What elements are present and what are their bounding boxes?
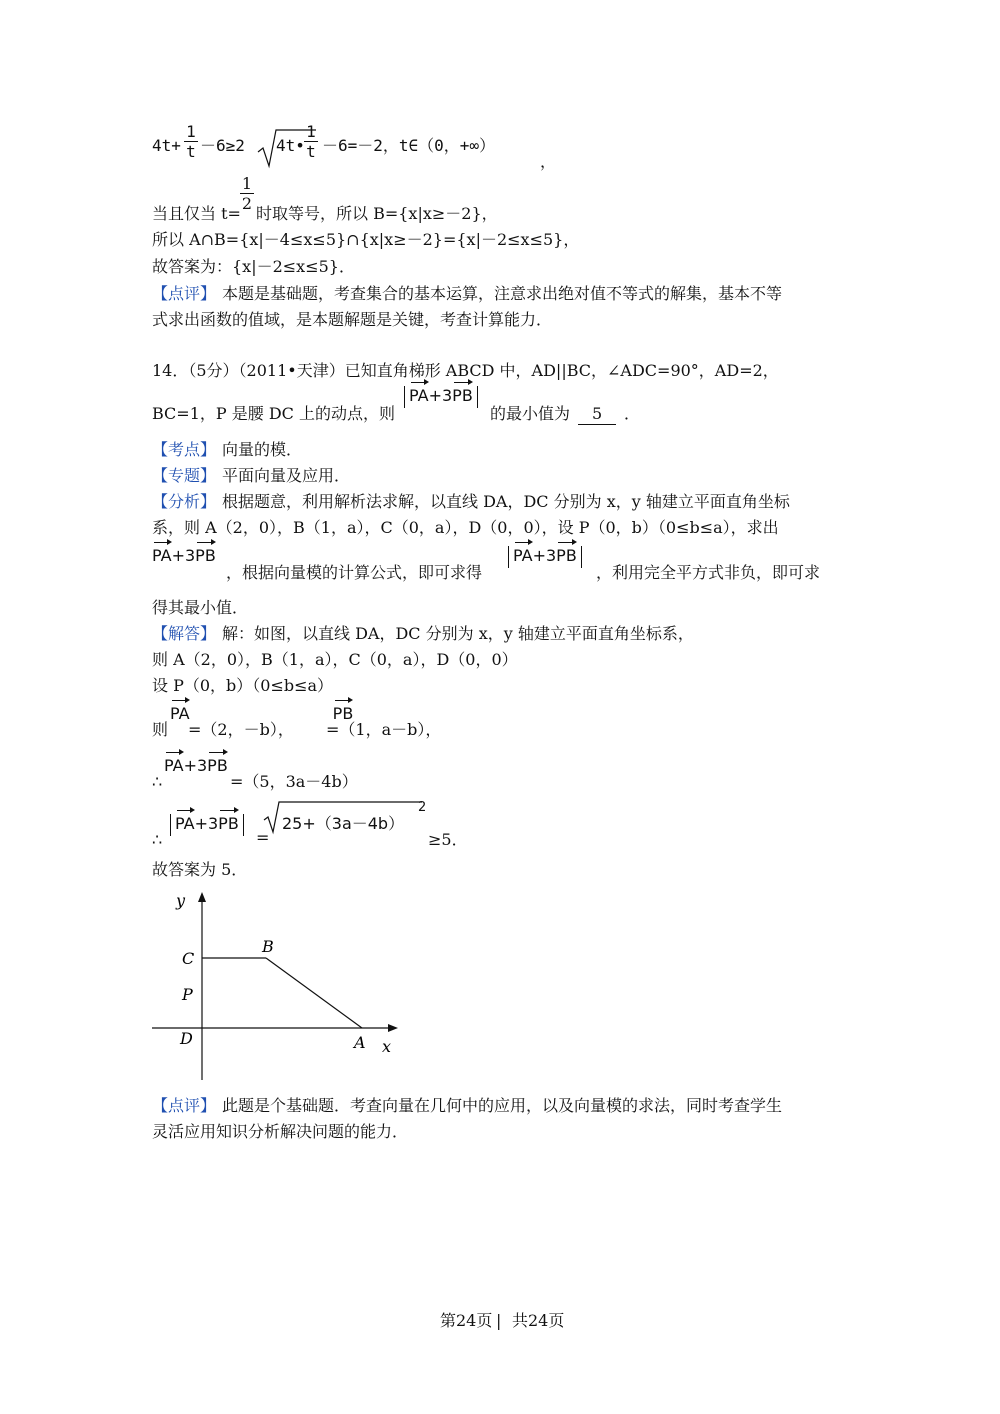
- vector-pb-label: PB: [332, 704, 354, 723]
- vector-pa: PA: [409, 386, 429, 405]
- abs-vector-expression-2: [508, 546, 582, 568]
- y-axis-arrow: [198, 892, 206, 902]
- jieda-ze: 则: [152, 720, 169, 739]
- line-answer-13: 故答案为：{x|－2≤x≤5}．: [152, 257, 355, 276]
- review-line-2: 式求出函数的值域，是本题解题是关键，考查计算能力．: [152, 310, 553, 329]
- abs-vector-expression-3: [170, 814, 244, 836]
- plus-three: +3: [194, 814, 219, 833]
- x-axis-arrow: [388, 1024, 398, 1032]
- fenxi-line-1: 根据题意，利用解析法求解，以直线 DA，DC 分别为 x，y 轴建立平面直角坐标: [222, 492, 790, 511]
- label-y: y: [176, 891, 186, 910]
- vector-pb: PB: [452, 386, 473, 405]
- frac-denominator: 2: [241, 194, 253, 213]
- page-separator: |: [496, 1311, 502, 1330]
- answer-14: 故答案为 5．: [152, 860, 248, 879]
- vector-sum-expression: [152, 546, 216, 566]
- eq-rhs: －6=－2，t∈（0，+∞）: [322, 136, 496, 155]
- fenxi-line-3-end: ，利用完全平方式非负，即可求: [596, 563, 821, 582]
- therefore-2: ∴: [152, 830, 163, 849]
- kaodian-tag: 【考点】: [152, 440, 217, 459]
- review-line-2: 灵活应用知识分析解决问题的能力．: [152, 1122, 409, 1141]
- segment-ba: [266, 958, 362, 1028]
- page-number: 第24页: [440, 1311, 493, 1330]
- label-x: x: [382, 1037, 392, 1056]
- fraction-1-over-t-2: [304, 122, 318, 161]
- pa-value: =（2，－b），: [188, 720, 294, 739]
- eq-rad-content: 4t•: [276, 136, 305, 155]
- fenxi-line-4: 得其最小值．: [152, 598, 249, 617]
- line-intersection: 所以 A∩B={x|－4≤x≤5}∩{x|x≥－2}={x|－2≤x≤5}，: [152, 230, 580, 249]
- zhuanti-text: 平面向量及应用．: [222, 466, 351, 485]
- eq-lhs-a: 4t+: [152, 136, 181, 155]
- vector-sum-expression-2: [164, 756, 228, 776]
- trapezoid-figure: [148, 888, 410, 1084]
- line-t-suffix: 时取等号，所以 B={x|x≥－2}，: [256, 204, 498, 223]
- equals-sign: =: [256, 828, 270, 847]
- frac-denominator: t: [186, 142, 196, 161]
- fraction-1-over-t: [184, 122, 198, 161]
- abs-vector-expression: [404, 386, 478, 408]
- line-t-prefix: 当且仅当 t=: [152, 204, 241, 223]
- vector-pb: PB: [195, 546, 216, 565]
- ge-five: ≥5．: [428, 830, 468, 849]
- frac-numerator: 1: [241, 174, 253, 193]
- q14-period: ．: [624, 404, 641, 423]
- vector-pa: PA: [175, 814, 195, 833]
- vector-pa: PA: [164, 756, 184, 775]
- sum-value: =（5，3a－4b）: [230, 772, 358, 791]
- pb-value: =（1，a－b），: [326, 720, 442, 739]
- plus-three: +3: [171, 546, 196, 565]
- plus-three: +3: [532, 546, 557, 565]
- zhuanti-tag: 【专题】: [152, 466, 217, 485]
- q14-line-2a: BC=1，P 是腰 DC 上的动点，则: [152, 404, 395, 423]
- label-p: P: [182, 985, 193, 1004]
- kaodian-text: 向量的模．: [222, 440, 303, 459]
- fenxi-line-2: 系，则 A（2，0），B（1，a），C（0，a），D（0，0），设 P（0，b）（0≤b≤a），求出: [152, 518, 779, 537]
- label-b: B: [262, 937, 274, 956]
- fraction-one-half: [240, 174, 254, 213]
- review-tag: 【点评】: [152, 1096, 217, 1115]
- jieda-tag: 【解答】: [152, 624, 217, 643]
- label-a: A: [354, 1033, 366, 1052]
- exponent: 2: [418, 800, 427, 815]
- fenxi-line-3-mid: ，根据向量模的计算公式，即可求得: [226, 563, 483, 582]
- label-d: D: [180, 1029, 193, 1048]
- label-c: C: [182, 949, 195, 968]
- jieda-line-1: 解：如图，以直线 DA，DC 分别为 x，y 轴建立平面直角坐标系，: [222, 624, 694, 643]
- eq-trailing-comma: ，: [540, 152, 557, 171]
- vector-pa: PA: [152, 546, 172, 565]
- review-tag: 【点评】: [152, 284, 217, 303]
- frac-numerator: 1: [186, 122, 196, 141]
- eq-lhs-b: －6≥2: [200, 136, 245, 155]
- q14-line-1: 14．（5分）（2011•天津）已知直角梯形 ABCD 中，AD||BC，∠ADC=90°，AD=2，: [152, 361, 779, 380]
- review-line-1: 本题是基础题，考查集合的基本运算，注意求出绝对值不等式的解集，基本不等: [222, 284, 783, 303]
- jieda-line-3: 设 P（0，b）（0≤b≤a）: [152, 676, 334, 695]
- vector-pb: PB: [556, 546, 577, 565]
- radical-inner: 25+（3a－4b）: [282, 814, 405, 833]
- fenxi-tag: 【分析】: [152, 492, 217, 511]
- plus-three: +3: [428, 386, 453, 405]
- q14-answer-blank: 5: [578, 404, 616, 425]
- vector-pa: PA: [513, 546, 533, 565]
- vector-pa-label: PA: [170, 704, 190, 723]
- therefore-1: ∴: [152, 772, 163, 791]
- jieda-line-2: 则 A（2，0），B（1，a），C（0，a），D（0，0）: [152, 650, 518, 669]
- frac-denominator: t: [306, 142, 316, 161]
- q14-line-2b: 的最小值为: [490, 404, 571, 423]
- vector-pb: PB: [218, 814, 239, 833]
- frac-numerator: 1: [306, 122, 316, 141]
- vector-pb: PB: [207, 756, 228, 775]
- review-line-1: 此题是个基础题．考查向量在几何中的应用，以及向量模的求法，同时考查学生: [222, 1096, 783, 1115]
- page-total: 共24页: [512, 1311, 565, 1330]
- plus-three: +3: [183, 756, 208, 775]
